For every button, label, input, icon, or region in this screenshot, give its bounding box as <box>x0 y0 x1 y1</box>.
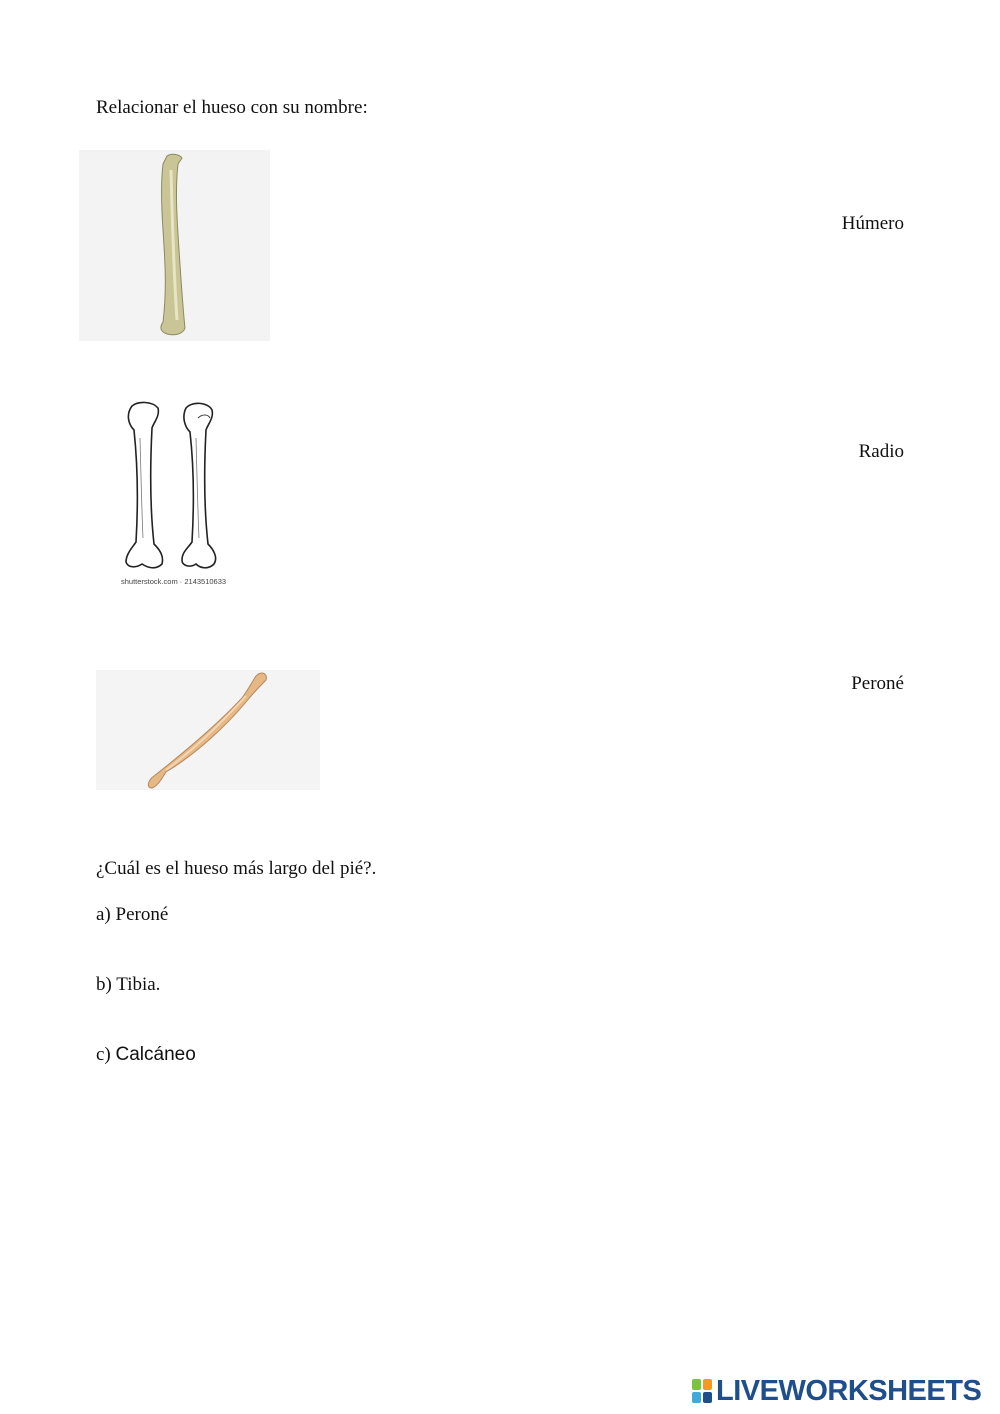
option-b[interactable] <box>96 973 160 997</box>
label-humero: Húmero <box>841 213 904 234</box>
instruction-text: Relacionar el hueso con su nombre: <box>96 97 368 118</box>
option-c[interactable] <box>96 1043 196 1067</box>
question-text: ¿Cuál es el hueso más largo del pié?. <box>96 858 377 879</box>
option-c-letter: c) <box>96 1044 111 1065</box>
image-caption: shutterstock.com · 2143510633 <box>121 577 227 586</box>
label-perone: Peroné <box>851 673 904 694</box>
option-c-text: Calcáneo <box>115 1044 196 1065</box>
option-b-text: Tibia. <box>116 974 161 995</box>
liveworksheets-logo-icon <box>692 1379 712 1403</box>
liveworksheets-logo <box>692 1374 981 1408</box>
bone-image-2 <box>112 398 230 590</box>
label-radio: Radio <box>858 441 904 462</box>
liveworksheets-brand: LIVEWORKSHEETS <box>716 1375 982 1407</box>
option-a[interactable] <box>96 903 168 927</box>
option-b-letter: b) <box>96 974 112 995</box>
bone-image-1 <box>79 150 270 341</box>
option-a-letter: a) <box>96 904 111 925</box>
option-a-text: Peroné <box>115 904 169 925</box>
bone-image-3 <box>96 670 320 790</box>
